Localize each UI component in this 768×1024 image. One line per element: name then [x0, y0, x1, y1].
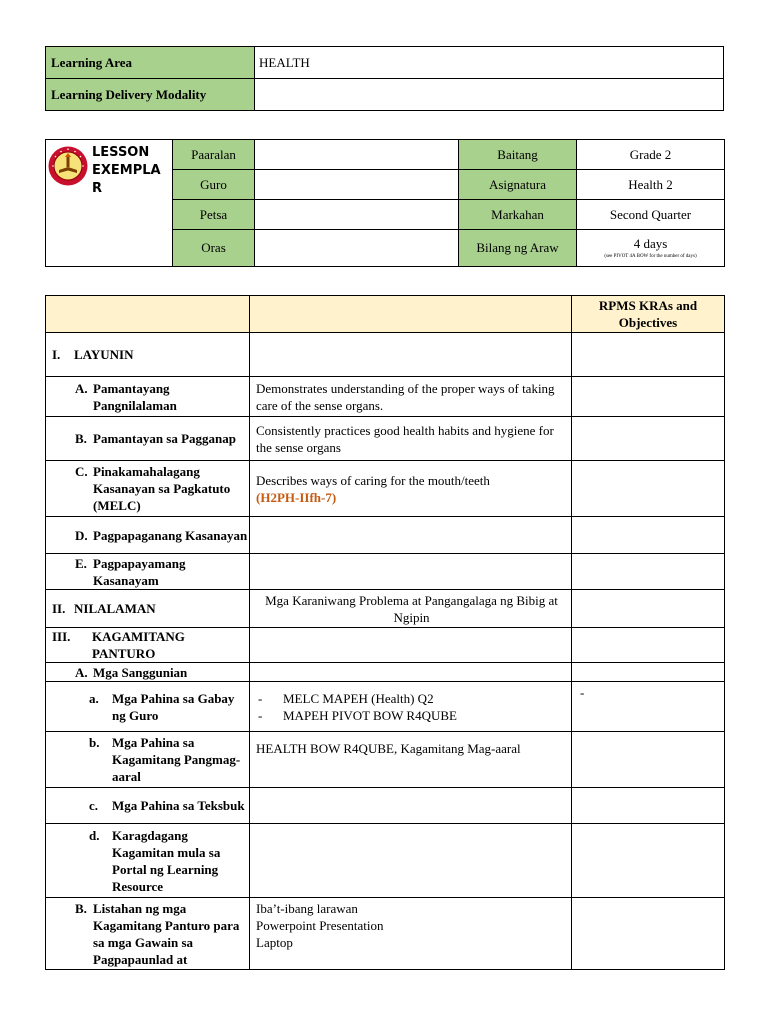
row-sanggunian-letter: A. — [75, 664, 88, 680]
lesson-info-table — [45, 139, 725, 267]
modality-label: Learning Delivery Modality — [46, 79, 255, 111]
section-nilalaman-title: NILALAMAN — [74, 601, 156, 616]
row-c1-letter: c. — [89, 798, 99, 813]
section-kagamitang-title: KAGAMITANG PANTURO — [92, 629, 185, 661]
petsa-label: Petsa — [173, 200, 255, 230]
dash-1: - — [258, 690, 263, 706]
row-a1-label: Mga Pahina sa Gabay ng Guro — [112, 690, 235, 723]
asignatura-value: Health 2 — [577, 170, 725, 200]
learning-area-value: HEALTH — [255, 47, 724, 79]
row-c-letter: C. — [75, 464, 88, 479]
row-c1-label: Mga Pahina sa Teksbuk — [112, 798, 245, 813]
row-b-value: Consistently practices good health habits and hygiene for the sense organs — [250, 417, 572, 461]
section-layunin-number: I. — [52, 347, 61, 362]
row-a-letter: A. — [75, 380, 88, 396]
row-e-label: Pagpapayamang Kasanayam — [93, 555, 186, 588]
markahan-value: Second Quarter — [577, 200, 725, 230]
row-b-label-cell — [46, 417, 250, 461]
baitang-label: Baitang — [459, 140, 577, 170]
section-nilalaman — [46, 590, 250, 628]
learning-area-label: Learning Area — [46, 47, 255, 79]
row-d1-label-cell — [46, 824, 250, 898]
dash-2: - — [258, 707, 263, 723]
lesson-exemplar-title: LESSON EXEMPLAR — [92, 145, 161, 196]
oras-label: Oras — [173, 230, 255, 267]
lesson-plan-table — [45, 295, 725, 970]
row-c-label-cell — [46, 461, 250, 517]
row-a1-letter: a. — [89, 690, 99, 706]
row-c-value: Describes ways of caring for the mouth/teeth — [256, 472, 490, 488]
nilalaman-value: Mga Karaniwang Problema at Pangangalaga ng Bibig at Ngipin — [250, 590, 572, 628]
row-e-letter: E. — [75, 555, 87, 571]
row-c-label: Pinakamahalagang Kasanayan sa Pagkatuto (MELC) — [93, 464, 231, 513]
sb-item-3: Laptop — [256, 935, 293, 950]
row-b1-label: Mga Pahina sa Kagamitang Pangmag-aaral — [112, 735, 241, 784]
section-kagamitang-number: III. — [52, 629, 71, 644]
row-b-letter: B. — [75, 431, 87, 446]
baitang-value: Grade 2 — [577, 140, 725, 170]
row-b1-value: HEALTH BOW R4QUBE, Kagamitang Mag-aaral — [250, 732, 572, 788]
row-d-label: Pagpapaganang Kasanayan — [93, 527, 248, 543]
bilang-ng-araw-value: 4 days — [633, 236, 668, 251]
bilang-ng-araw-label: Bilang ng Araw — [459, 230, 577, 267]
row-e-label-cell — [46, 554, 250, 590]
melc-code: (H2PH-IIfh-7) — [256, 489, 337, 505]
row-d-label-cell — [46, 517, 250, 554]
oras-value — [255, 230, 459, 267]
row-a1-label-cell — [46, 682, 250, 732]
row-sb-label-cell — [46, 898, 250, 970]
paaralan-value — [255, 140, 459, 170]
row-d-letter: D. — [75, 527, 88, 543]
row-a-label: Pamantayang Pangnilalaman — [93, 380, 177, 413]
row-a-value: Demonstrates understanding of the proper ways of taking care of the sense organs. — [250, 377, 572, 417]
logo-cell — [46, 140, 173, 267]
row-b1-label-cell — [46, 732, 250, 788]
row-sb-letter: B. — [75, 901, 87, 916]
section-layunin-title: LAYUNIN — [74, 347, 134, 362]
row-a1-value-cell — [250, 682, 572, 732]
row-c-value-cell — [250, 461, 572, 517]
header-blank-2 — [250, 296, 572, 333]
learning-area-table — [45, 46, 724, 111]
row-d1-letter: d. — [89, 827, 100, 843]
paaralan-label: Paaralan — [173, 140, 255, 170]
a1-item-1: MELC MAPEH (Health) Q2 — [283, 690, 434, 706]
a1-item-2: MAPEH PIVOT BOW R4QUBE — [283, 707, 457, 723]
modality-value — [255, 79, 724, 111]
rpms-header: RPMS KRAs and Objectives — [572, 296, 725, 333]
sb-item-2: Powerpoint Presentation — [256, 918, 384, 933]
section-nilalaman-number: II. — [52, 601, 66, 616]
asignatura-label: Asignatura — [459, 170, 577, 200]
row-c1-label-cell — [46, 788, 250, 824]
guro-label: Guro — [173, 170, 255, 200]
row-b-label: Pamantayan sa Pagganap — [93, 431, 237, 446]
petsa-value — [255, 200, 459, 230]
deped-seal-icon — [48, 146, 88, 186]
bilang-ng-araw-cell — [577, 230, 725, 267]
row-b1-letter: b. — [89, 735, 100, 750]
row-sb-value-cell — [250, 898, 572, 970]
guro-value — [255, 170, 459, 200]
row-sanggunian-label-cell — [46, 663, 250, 682]
header-blank-1 — [46, 296, 250, 333]
row-a1-rpms: - — [572, 682, 725, 732]
section-kagamitang-panturo — [46, 628, 250, 663]
row-a-label-cell — [46, 377, 250, 417]
row-d1-label: Karagdagang Kagamitan mula sa Portal ng Learning Resource — [112, 827, 221, 894]
markahan-label: Markahan — [459, 200, 577, 230]
days-note: (see PIVOT 4A BOW for the number of days) — [604, 254, 697, 259]
row-sb-label: Listahan ng mga Kagamitang Panturo para sa mga Gawain sa Pagpapaunlad at — [93, 901, 240, 967]
row-sanggunian-label: Mga Sanggunian — [93, 664, 188, 680]
section-layunin — [46, 333, 250, 377]
sb-item-1: Iba’t-ibang larawan — [256, 901, 358, 916]
